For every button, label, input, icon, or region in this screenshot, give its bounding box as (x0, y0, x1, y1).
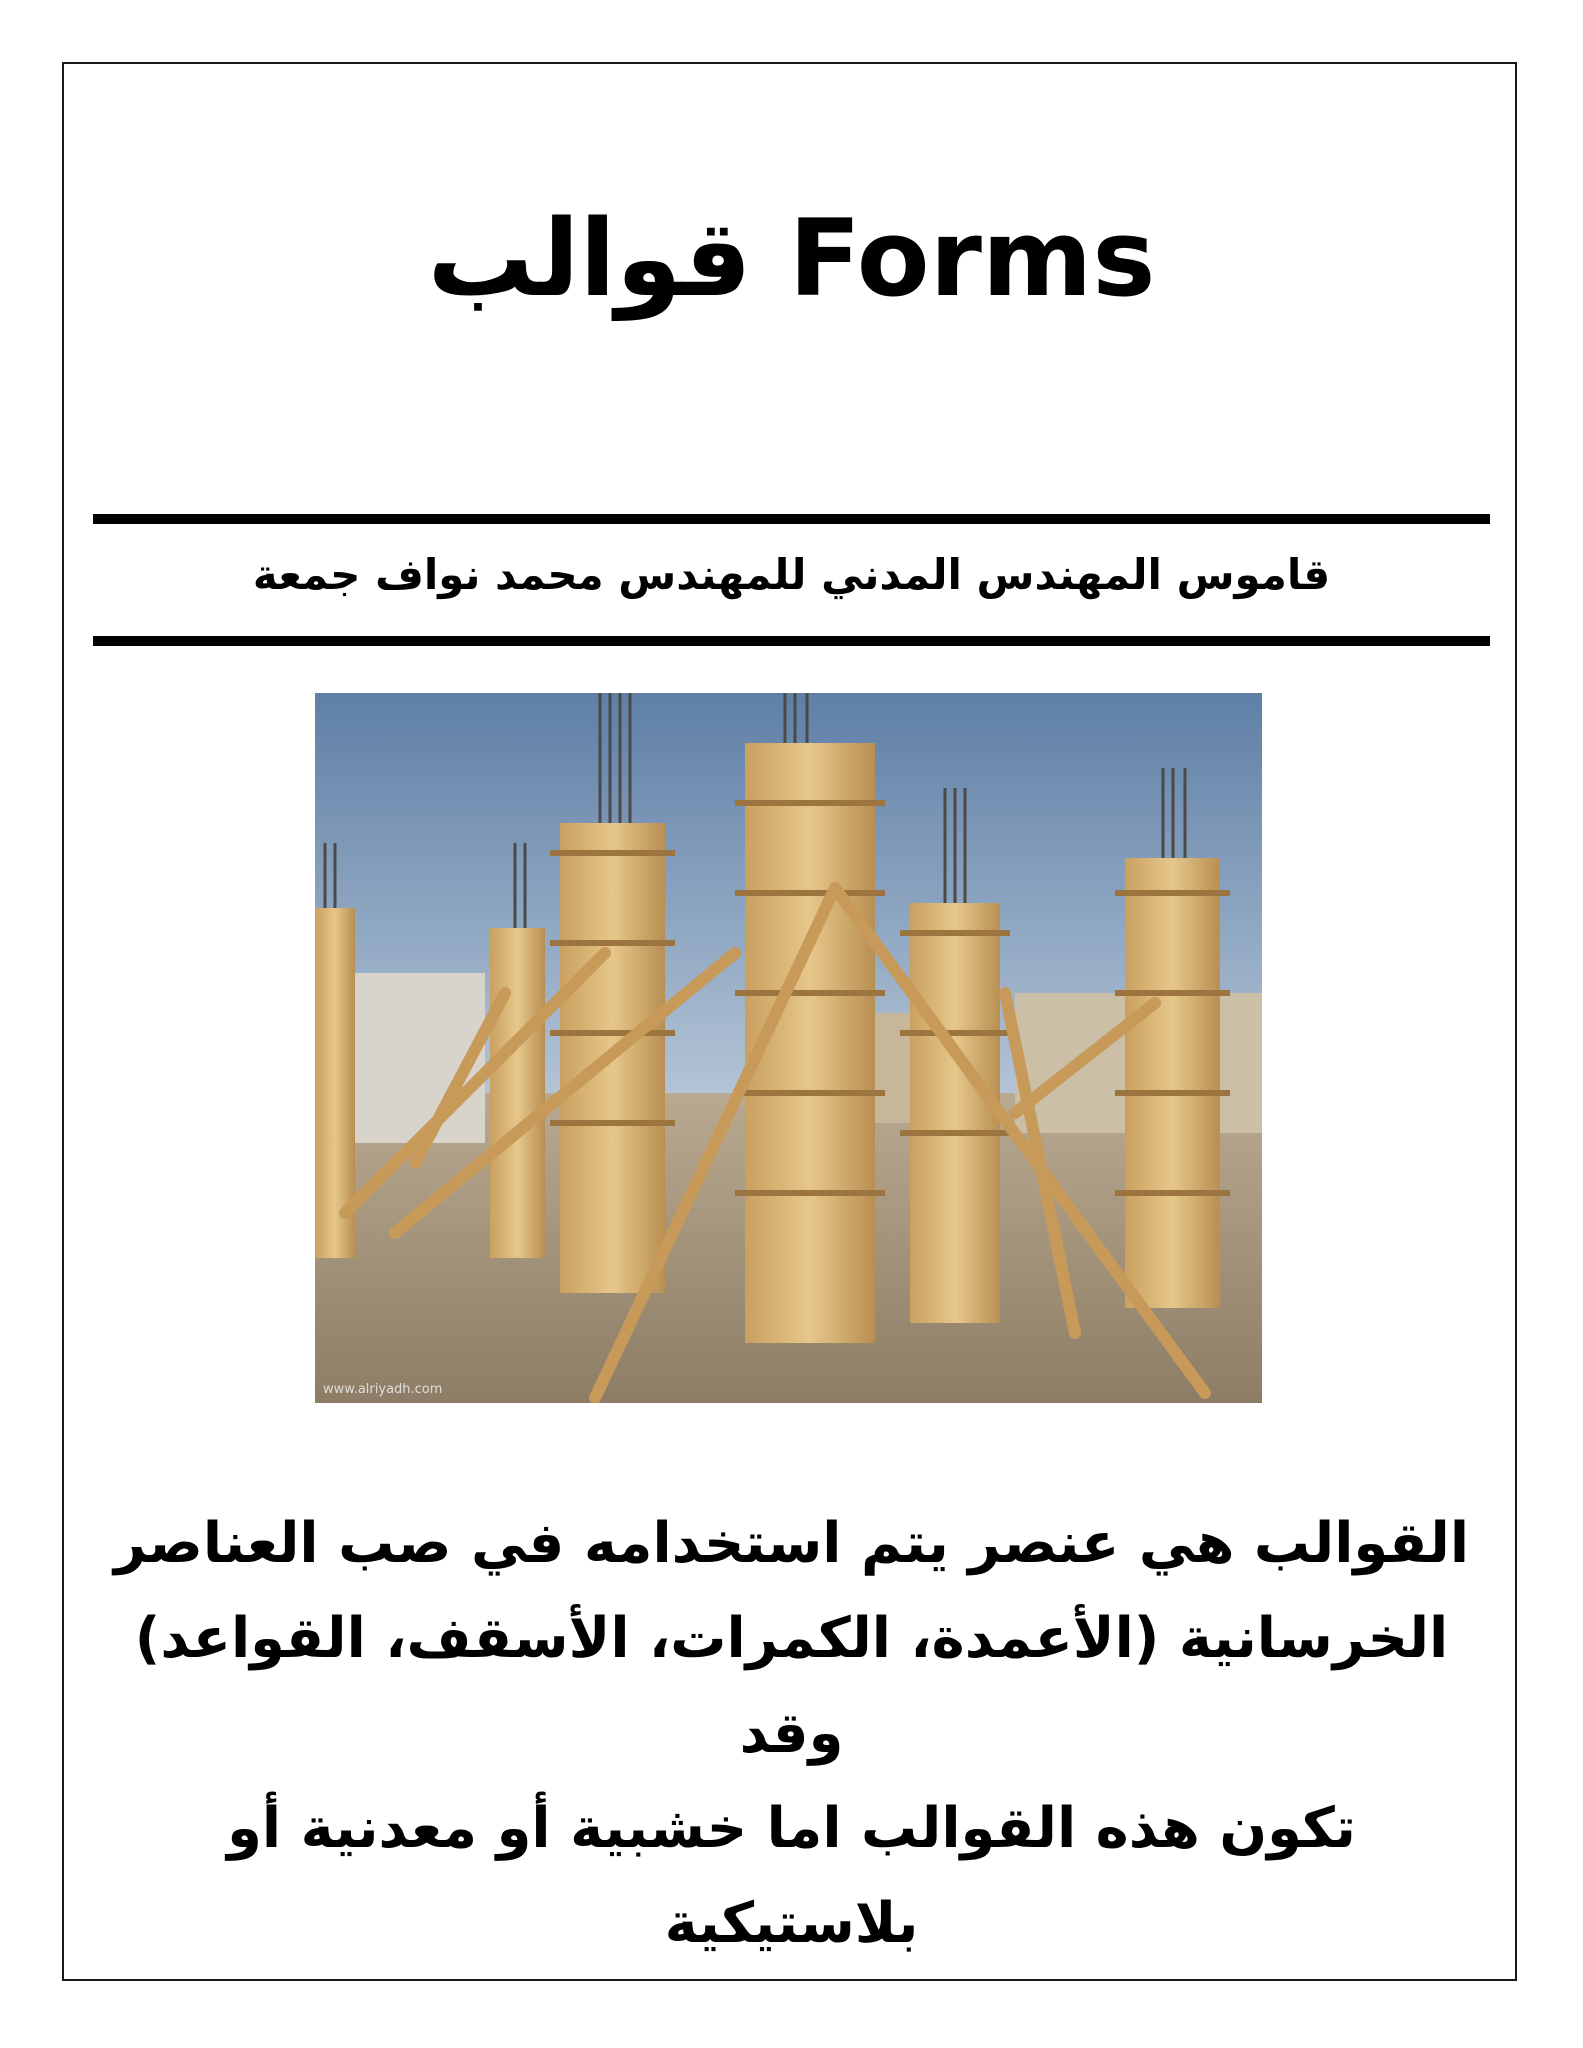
photo-watermark: www.alriyadh.com (323, 1382, 443, 1397)
formwork-photo (315, 693, 1262, 1403)
body-line: تكون هذه القوالب اما خشبية أو معدنية أو بلاستيكية (227, 1796, 1356, 1956)
bottom-divider (93, 636, 1490, 646)
subtitle: قاموس المهندس المدني للمهندس محمد نواف جمعة (252, 550, 1331, 599)
body-line: الخرسانية (الأعمدة، الكمرات، الأسقف، القواعد) وقد (134, 1606, 1449, 1766)
body-paragraph (93, 1496, 1490, 1971)
body-line: القوالب هي عنصر يتم استخدامه في صب العناصر (113, 1511, 1470, 1576)
page-title: قوالب Forms (427, 197, 1156, 320)
top-divider (93, 514, 1490, 524)
